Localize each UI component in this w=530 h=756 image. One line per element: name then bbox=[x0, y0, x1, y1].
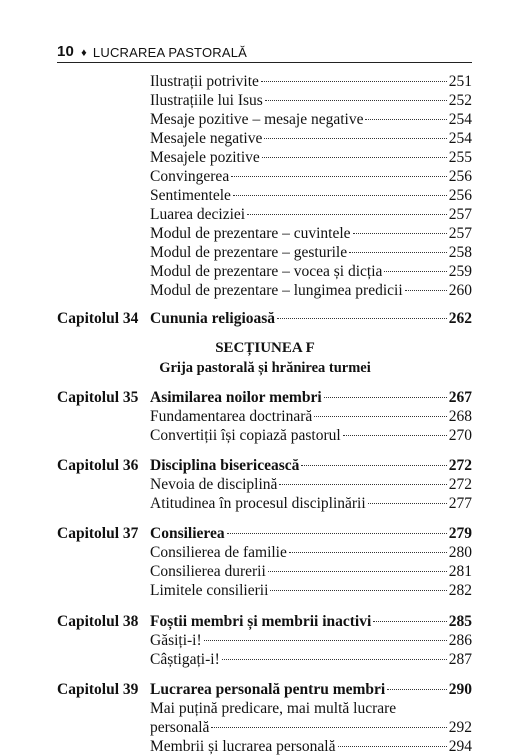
leader-dots bbox=[279, 484, 446, 485]
leader-dots bbox=[231, 176, 447, 177]
toc-entry-title: Mesaje pozitive – mesaje negative bbox=[150, 111, 364, 128]
toc-entry-title: Sentimentele bbox=[150, 187, 231, 204]
toc-entry-page: 280 bbox=[448, 544, 472, 561]
chapter-entry[interactable] bbox=[150, 612, 472, 631]
toc-entry-title: Fundamentarea doctrinară bbox=[150, 408, 313, 425]
chapter-label: Capitolul 37 bbox=[57, 525, 139, 542]
toc-entry[interactable] bbox=[150, 148, 472, 167]
chapter-page: 285 bbox=[448, 613, 472, 630]
toc-entry-title: Ilustrații potrivite bbox=[150, 73, 259, 90]
toc-entry-page: 252 bbox=[448, 92, 472, 109]
leader-dots bbox=[227, 533, 447, 534]
toc-entry-title: Atitudinea în procesul disciplinării bbox=[150, 495, 366, 512]
leader-dots bbox=[289, 552, 447, 553]
toc-entry[interactable] bbox=[150, 631, 472, 650]
chapter-label: Capitolul 35 bbox=[57, 389, 139, 406]
leader-dots bbox=[204, 640, 447, 641]
toc-entry[interactable] bbox=[150, 110, 472, 129]
toc-entry[interactable] bbox=[150, 718, 472, 737]
leader-dots bbox=[301, 465, 446, 466]
toc-entry-page: 281 bbox=[448, 563, 472, 580]
leader-dots bbox=[222, 659, 447, 660]
toc-entry[interactable] bbox=[150, 186, 472, 205]
leader-dots bbox=[262, 157, 447, 158]
toc-entry-title: Consilierea durerii bbox=[150, 563, 266, 580]
chapter-label: Capitolul 39 bbox=[57, 681, 139, 698]
toc-entry-page: 260 bbox=[448, 282, 472, 299]
leader-dots bbox=[264, 138, 446, 139]
toc-entry-page: 270 bbox=[448, 427, 472, 444]
toc-entry-title: Modul de prezentare – cuvintele bbox=[150, 225, 351, 242]
chapter-page: 262 bbox=[448, 310, 472, 327]
toc-entry-page: 294 bbox=[448, 738, 472, 755]
chapter-page: 279 bbox=[448, 525, 472, 542]
leader-dots bbox=[365, 119, 446, 120]
chapter-entry[interactable] bbox=[150, 456, 472, 475]
toc-entry[interactable] bbox=[150, 243, 472, 262]
toc-entry-page: 255 bbox=[448, 149, 472, 166]
toc-entry[interactable] bbox=[150, 581, 472, 600]
toc-entry-page: 287 bbox=[448, 651, 472, 668]
toc-entry-page: 259 bbox=[448, 263, 472, 280]
toc-entry[interactable] bbox=[150, 224, 472, 243]
toc-entry[interactable] bbox=[150, 407, 472, 426]
toc-entry-title: Ilustrațiile lui Isus bbox=[150, 92, 263, 109]
leader-dots bbox=[277, 318, 447, 319]
toc-entry[interactable] bbox=[150, 205, 472, 224]
toc-entry-title: Membrii și lucrarea personală bbox=[150, 738, 336, 755]
toc-entry[interactable] bbox=[150, 737, 472, 756]
leader-dots bbox=[338, 746, 447, 747]
leader-dots bbox=[405, 290, 447, 291]
chapter-page: 267 bbox=[448, 389, 472, 406]
toc-entry[interactable] bbox=[150, 262, 472, 281]
toc-entry-title: Limitele consilierii bbox=[150, 582, 269, 599]
section-title: SECȚIUNEA F bbox=[215, 340, 315, 356]
toc-entry-page: 256 bbox=[448, 187, 472, 204]
toc-entry[interactable] bbox=[150, 91, 472, 110]
toc-entry-page: 254 bbox=[448, 111, 472, 128]
leader-dots bbox=[314, 416, 447, 417]
leader-dots bbox=[265, 100, 447, 101]
leader-dots bbox=[268, 571, 447, 572]
toc-entry-page: 258 bbox=[448, 244, 472, 261]
toc-entry-page: 251 bbox=[448, 73, 472, 90]
toc-entry[interactable] bbox=[150, 129, 472, 148]
toc-entry-page: 277 bbox=[448, 495, 472, 512]
toc-entry-page: 286 bbox=[448, 632, 472, 649]
toc-entry[interactable] bbox=[150, 650, 472, 669]
leader-dots bbox=[343, 435, 447, 436]
toc-entry-page: 272 bbox=[448, 476, 472, 493]
toc-entry-page: 254 bbox=[448, 130, 472, 147]
toc-entry-title: Câștigați-i! bbox=[150, 651, 220, 668]
leader-dots bbox=[349, 252, 447, 253]
page-number: 10 bbox=[57, 43, 75, 60]
leader-dots bbox=[368, 503, 447, 504]
chapter-entry[interactable] bbox=[150, 680, 472, 699]
toc-entry-title: Nevoia de disciplină bbox=[150, 476, 278, 493]
toc-entry-title: personală bbox=[150, 719, 210, 736]
chapter-title: Lucrarea personală pentru membri bbox=[150, 681, 386, 698]
chapter-page: 290 bbox=[448, 681, 472, 698]
chapter-entry[interactable] bbox=[150, 309, 472, 328]
leader-dots bbox=[270, 590, 446, 591]
chapter-title: Consilierea bbox=[150, 525, 225, 542]
toc-entry-title: Convertiții își copiază pastorul bbox=[150, 427, 341, 444]
chapter-title: Asimilarea noilor membri bbox=[150, 389, 322, 406]
leader-dots bbox=[324, 397, 447, 398]
toc-entry-title: Modul de prezentare – lungimea predicii bbox=[150, 282, 403, 299]
toc-entry-title: Convingerea bbox=[150, 168, 230, 185]
leader-dots bbox=[211, 727, 446, 728]
toc-entry[interactable] bbox=[150, 475, 472, 494]
chapter-page: 272 bbox=[448, 457, 472, 474]
toc-entry-page: 257 bbox=[448, 206, 472, 223]
toc-entry-title: Modul de prezentare – vocea și dicția bbox=[150, 263, 383, 280]
chapter-label: Capitolul 34 bbox=[57, 310, 139, 327]
toc-entry[interactable] bbox=[150, 562, 472, 581]
leader-dots bbox=[261, 81, 447, 82]
toc-entry-page: 256 bbox=[448, 168, 472, 185]
leader-dots bbox=[233, 195, 447, 196]
toc-entry[interactable] bbox=[150, 543, 472, 562]
leader-dots bbox=[373, 621, 446, 622]
leader-dots bbox=[384, 271, 446, 272]
chapter-label: Capitolul 36 bbox=[57, 457, 139, 474]
toc-entry[interactable] bbox=[150, 426, 472, 445]
chapter-title: Foștii membri și membrii inactivi bbox=[150, 613, 372, 630]
toc-entry-title: Mesajele negative bbox=[150, 130, 263, 147]
running-header bbox=[57, 42, 472, 63]
chapter-entry[interactable] bbox=[150, 524, 472, 543]
chapter-title: Cununia religioasă bbox=[150, 310, 276, 327]
toc-entry-title: Luarea deciziei bbox=[150, 206, 246, 223]
chapter-label: Capitolul 38 bbox=[57, 613, 139, 630]
toc-entry-title-line1: Mai puțină predicare, mai multă lucrare bbox=[150, 700, 397, 717]
toc-entry-page: 268 bbox=[448, 408, 472, 425]
toc-entry[interactable] bbox=[150, 72, 472, 91]
book-title: LUCRAREA PASTORALĂ bbox=[92, 45, 248, 60]
section-subtitle: Grija pastorală și hrănirea turmei bbox=[159, 360, 371, 376]
toc-entry-title: Modul de prezentare – gesturile bbox=[150, 244, 348, 261]
toc-entry-page: 257 bbox=[448, 225, 472, 242]
toc-entry-page: 292 bbox=[448, 719, 472, 736]
leader-dots bbox=[247, 214, 447, 215]
chapter-title: Disciplina bisericească bbox=[150, 457, 300, 474]
diamond-icon: ♦ bbox=[81, 47, 87, 59]
toc-entry[interactable] bbox=[150, 167, 472, 186]
toc-entry-title: Consilierea de familie bbox=[150, 544, 287, 561]
leader-dots bbox=[353, 233, 447, 234]
chapter-entry[interactable] bbox=[150, 388, 472, 407]
leader-dots bbox=[387, 689, 447, 690]
toc-entry-page: 282 bbox=[448, 582, 472, 599]
toc-entry[interactable] bbox=[150, 494, 472, 513]
toc-entry-title: Găsiți-i! bbox=[150, 632, 202, 649]
toc-entry[interactable] bbox=[150, 281, 472, 300]
toc-entry-title: Mesajele pozitive bbox=[150, 149, 260, 166]
